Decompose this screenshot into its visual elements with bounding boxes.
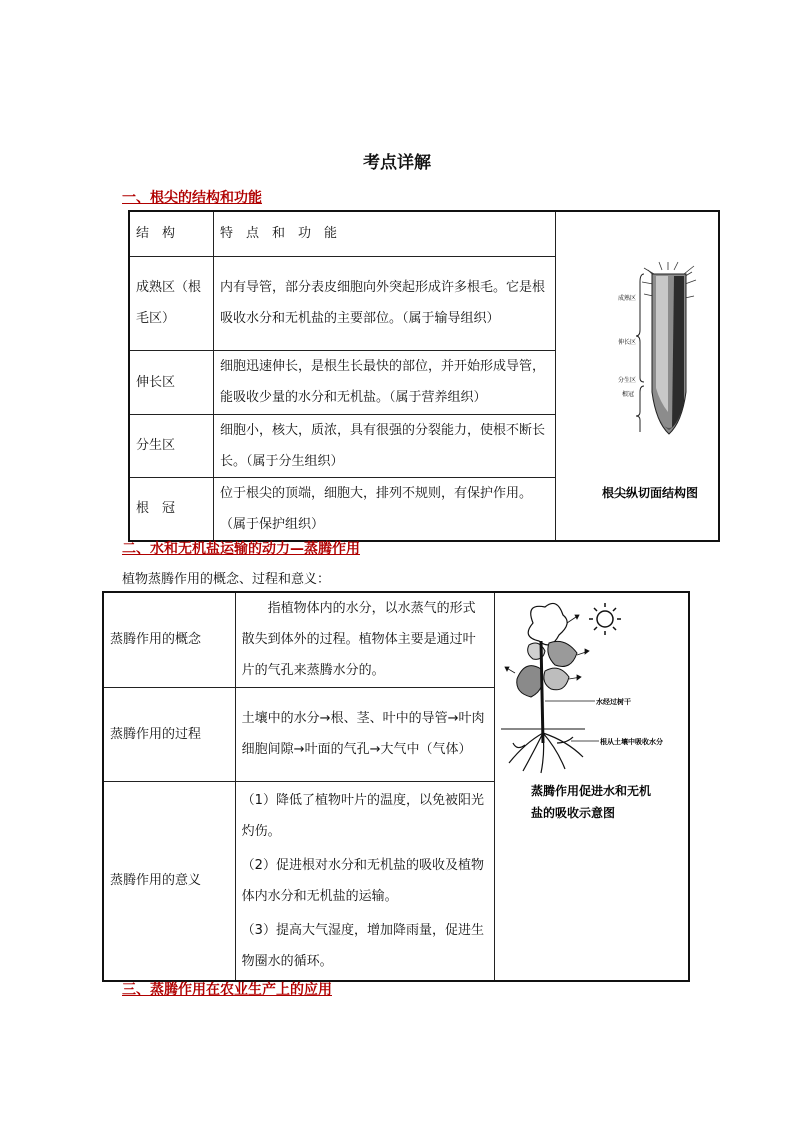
root-tip-table — [128, 210, 720, 542]
transpiration-caption-1: 蒸腾作用促进水和无机 — [530, 784, 651, 798]
page-title: 考点详解 — [363, 153, 431, 173]
transpiration-diagram — [495, 593, 687, 833]
row-significance-desc — [235, 781, 494, 981]
row-significance-name: 蒸腾作用的意义 — [103, 781, 235, 981]
header-structure: 结 构 — [129, 211, 214, 256]
section-heading-2: 二、水和无机盐运输的动力—蒸腾作用 — [122, 541, 360, 557]
row-concept-desc: 指植物体内的水分，以水蒸气的形式散失到体外的过程。植物体主要是通过叶片的气孔来蒸腾水分的。 — [235, 592, 494, 687]
transpiration-table — [102, 591, 690, 982]
row-process-name: 蒸腾作用的过程 — [103, 687, 235, 781]
significance-point-1: （1）降低了植物叶片的温度，以免被阳光灼伤。 — [241, 792, 484, 839]
label-root-absorbs-water: 根从土壤中吸收水分 — [599, 738, 663, 746]
row-meristem-desc: 细胞小，核大，质浓，具有很强的分裂能力，使根不断长长。（属于分生组织） — [214, 414, 556, 477]
row-maturation-name: 成熟区（根毛区） — [129, 256, 214, 350]
row-rootcap-name: 根 冠 — [129, 477, 214, 541]
transpiration-caption-2: 盐的吸收示意图 — [530, 806, 615, 820]
row-elongation-name: 伸长区 — [129, 350, 214, 414]
row-rootcap-desc: 位于根尖的顶端，细胞大，排列不规则，有保护作用。（属于保护组织） — [214, 477, 556, 541]
sun-icon — [589, 603, 621, 635]
section-heading-1: 一、根尖的结构和功能 — [122, 190, 262, 206]
label-meristem-zone: 分生区 — [618, 377, 637, 384]
row-maturation-desc: 内有导管，部分表皮细胞向外突起形成许多根毛。它是根吸收水分和无机盐的主要部位。（属于输导组织） — [214, 256, 556, 350]
label-maturation-zone: 成熟区 — [618, 295, 637, 302]
transpiration-intro: 植物蒸腾作用的概念、过程和意义： — [122, 572, 331, 587]
label-elongation-zone: 伸长区 — [618, 339, 637, 346]
root-tip-diagram — [556, 212, 716, 528]
label-water-through-trunk: 水经过树干 — [595, 698, 631, 706]
row-elongation-desc: 细胞迅速伸长，是根生长最快的部位，并开始形成导管，能吸收少量的水分和无机盐。（属于营养组织） — [214, 350, 556, 414]
significance-point-2: （2）促进根对水分和无机盐的吸收及植物体内水分和无机盐的运输。 — [241, 857, 484, 904]
significance-point-3: （3）提高大气湿度，增加降雨量，促进生物圈水的循环。 — [241, 922, 484, 969]
transpiration-figure-cell — [494, 592, 689, 981]
section-heading-3: 三、蒸腾作用在农业生产上的应用 — [122, 982, 332, 998]
root-tip-caption: 根尖纵切面结构图 — [602, 486, 699, 500]
row-meristem-name: 分生区 — [129, 414, 214, 477]
root-tip-figure-cell — [556, 211, 719, 541]
label-root-cap: 根冠 — [622, 391, 635, 398]
row-concept-name: 蒸腾作用的概念 — [103, 592, 235, 687]
row-process-desc: 土壤中的水分→根、茎、叶中的导管→叶肉细胞间隙→叶面的气孔→大气中（气体） — [235, 687, 494, 781]
header-function: 特 点 和 功 能 — [214, 211, 556, 256]
